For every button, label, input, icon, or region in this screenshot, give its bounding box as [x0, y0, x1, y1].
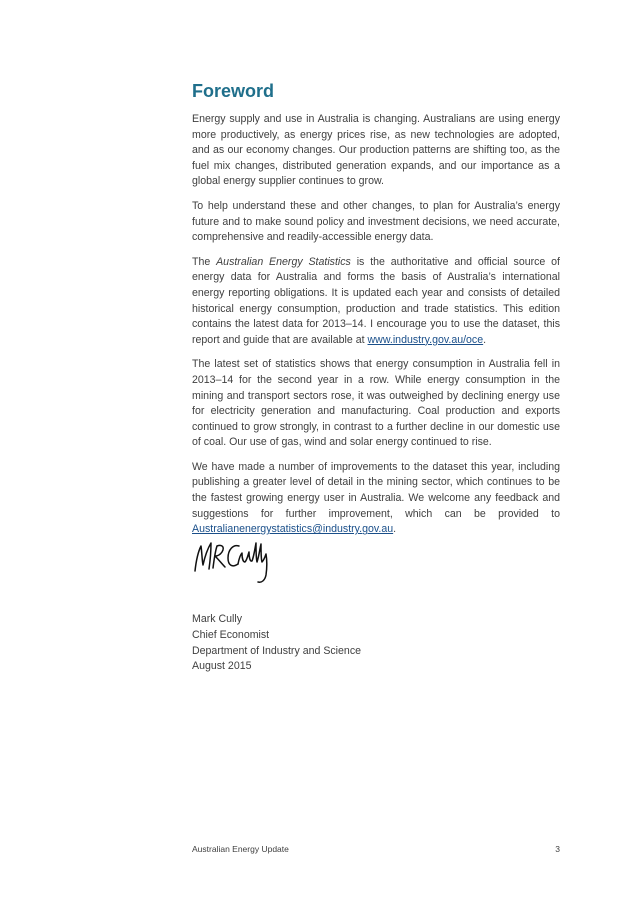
page-footer — [192, 843, 560, 855]
oce-website-link[interactable]: www.industry.gov.au/oce — [367, 333, 484, 346]
paragraph-5 — [192, 460, 560, 538]
handwritten-signature — [192, 538, 272, 586]
feedback-email-link[interactable]: Australianenergystatistics@industry.gov.au — [192, 523, 394, 536]
footer-publication-title: Australian Energy Update — [192, 844, 289, 854]
publication-title: Australian Energy Statistics — [216, 255, 351, 268]
page-title: Foreword — [192, 81, 275, 101]
paragraph-3-text-middle: is the authoritative and official source of energy data for Australia and forms the basis of Australia’s international energy reporting obligations. It is updated each year and consists of detailed historical energy consumption, production and trade statistics. This edition contains the latest data for 2013–14. I encourage you to use the dataset, this report and guide that are available at — [192, 255, 560, 346]
signoff-role: Chief Economist — [192, 628, 270, 641]
paragraph-3 — [192, 255, 560, 349]
paragraph-2: To help understand these and other changes, to plan for Australia’s energy future and to make sound policy and investment decisions, we need accurate, comprehensive and readily-accessible energy data. — [192, 199, 560, 244]
paragraph-4: The latest set of statistics shows that energy consumption in Australia fell in 2013–14 for the second year in a row. While energy consumption in the mining and transport sectors rose, it was outweighed by declining energy use for electricity generation and manufacturing. Coal production and exports continued to grow strongly, in contrast to a further decline in our domestic use of coal. Our use of gas, wind and solar energy continued to rise. — [192, 358, 560, 449]
signoff-block — [192, 612, 361, 675]
page-number: 3 — [555, 844, 560, 854]
signoff-date: August 2015 — [192, 660, 252, 673]
paragraph-5-text-start: We have made a number of improvements to the dataset this year, including publishing a greater level of detail in the mining sector, which continues to be the fastest growing energy user in Australia. We welcome any feedback and suggestions for further improvement, which can be provided to — [192, 460, 560, 520]
paragraph-1: Energy supply and use in Australia is changing. Australians are using energy more productively, as energy prices rise, as new technologies are adopted, and as our economy changes. Our production patterns are shifting too, as the fuel mix changes, distributed generation expands, and our importance as a global energy supplier continues to grow. — [192, 113, 560, 188]
paragraph-3-text-start: The — [192, 255, 217, 268]
signoff-department: Department of Industry and Science — [192, 644, 362, 657]
signoff-name: Mark Cully — [192, 613, 243, 625]
paragraph-5-text-end: . — [393, 523, 397, 536]
foreword-section — [192, 80, 560, 547]
paragraph-3-text-end: . — [483, 333, 487, 346]
